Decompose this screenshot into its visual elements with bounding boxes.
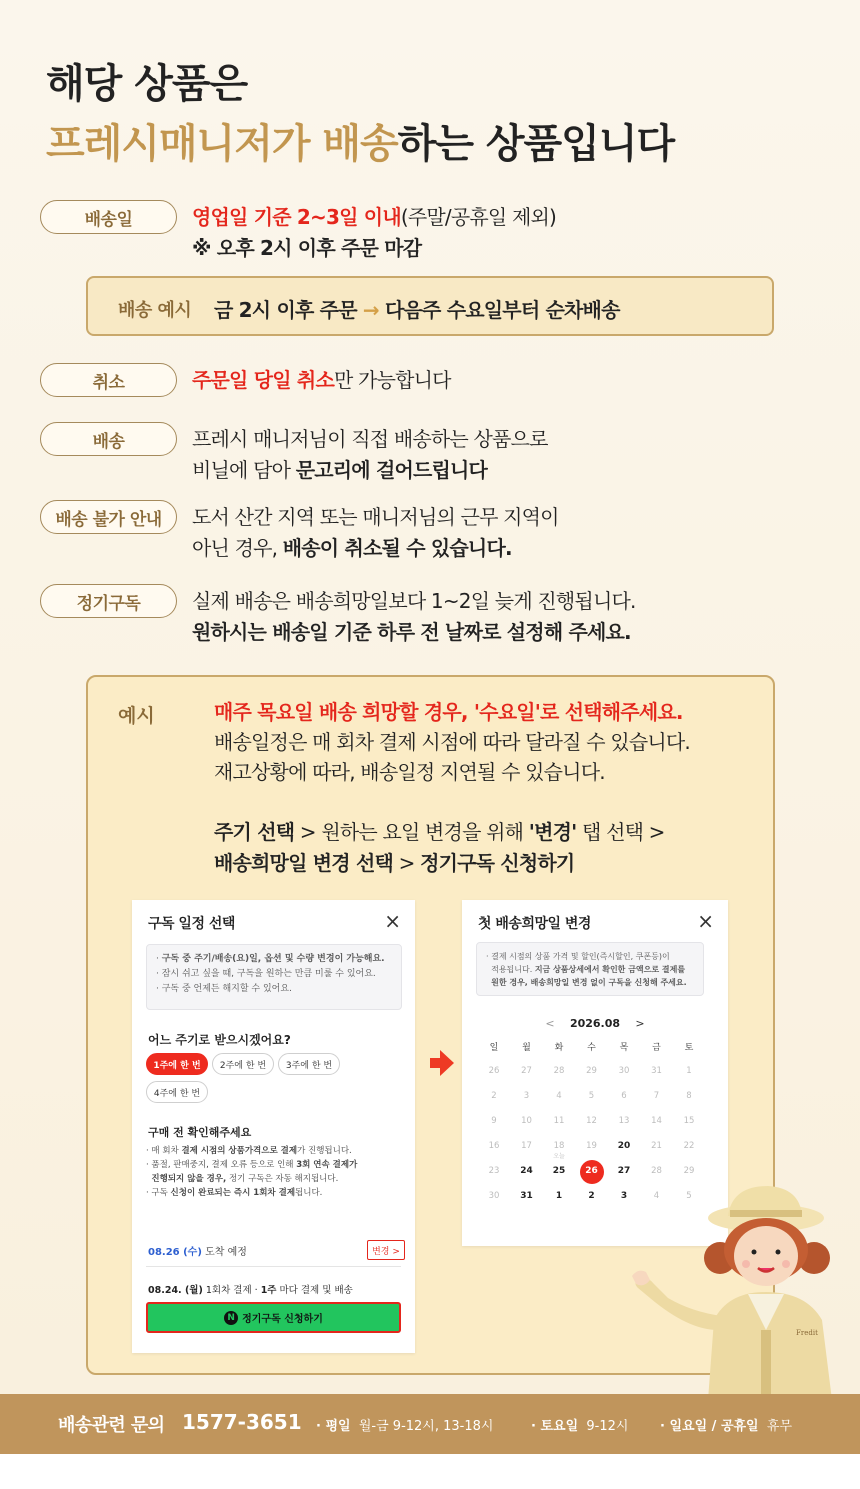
bullet-item xyxy=(146,1172,357,1186)
subscription-line1: 실제 배송은 배송희망일보다 1~2일 늦게 진행됩니다. xyxy=(192,589,636,613)
footer-saturday xyxy=(531,1415,628,1434)
calendar-day: 27 xyxy=(521,1066,532,1076)
step1-end: 탭 선택 > xyxy=(576,820,665,844)
cycle-question: 어느 주기로 받으시겠어요? xyxy=(148,1033,291,1047)
red-arrow-icon xyxy=(430,1048,454,1078)
notice-line2-bold: 지금 상품상세에서 확인한 금액으로 결제를 xyxy=(534,965,686,974)
calendar-day: 22 xyxy=(683,1141,695,1151)
calendar-day[interactable]: 27 xyxy=(617,1166,631,1176)
example-red: 매주 목요일 배송 희망할 경우, '수요일'로 선택해주세요. xyxy=(214,700,683,724)
calendar-day[interactable]: 20 xyxy=(617,1141,631,1151)
delivery-day-text xyxy=(192,202,556,264)
bullet-item: · 품절, 판매중지, 결제 오류 등으로 인해 3회 연속 결제가 xyxy=(146,1160,358,1170)
delivery-line1: 프레시 매니저님이 직접 배송하는 상품으로 xyxy=(192,427,548,451)
subscription-text xyxy=(192,586,636,648)
check-bullets xyxy=(146,1144,357,1200)
example-line3: 재고상황에 따라, 배송일정 지연될 수 있습니다. xyxy=(214,760,605,784)
headline-gold: 프레시매니저가 배송 xyxy=(46,121,398,167)
delivery-example-label: 배송 예시 xyxy=(118,300,192,321)
calendar-day[interactable]: 24 xyxy=(520,1166,533,1176)
calendar-day: 10 xyxy=(521,1116,532,1126)
calendar-day: 30 xyxy=(488,1191,500,1201)
notice-line: · 결제 시점의 상품 가격 및 할인(즉시할인, 쿠폰등)이 xyxy=(486,952,670,961)
delivery-day-normal: (주말/공휴일 제외) xyxy=(400,205,556,229)
footer-weekday-val: 월-금 9-12시, 13-18시 xyxy=(358,1419,494,1434)
calendar-day[interactable]: 2 xyxy=(588,1191,595,1201)
cancel-row xyxy=(40,363,800,399)
bullet-pre: 매 회차 xyxy=(151,1146,182,1156)
headline-line1: 해당 상품은 xyxy=(46,61,248,107)
payment-info xyxy=(148,1282,353,1296)
cancel-pill: 취소 xyxy=(40,363,177,397)
calendar-day: 31 xyxy=(651,1066,662,1076)
footer-saturday-val: 9-12시 xyxy=(586,1419,629,1434)
calendar-day: 17 xyxy=(521,1141,532,1151)
calendar-weekday: 화 xyxy=(554,1043,564,1053)
close-icon[interactable]: × xyxy=(697,909,714,933)
calendar-day: 30 xyxy=(618,1066,630,1076)
bullet-bold: 3회 연속 결제가 xyxy=(296,1160,358,1170)
bullet-post: 정기 구독은 자동 해지됩니다. xyxy=(226,1174,339,1184)
calendar-day[interactable]: 25 xyxy=(552,1166,566,1176)
delivery-example-box xyxy=(86,276,774,336)
calendar-day: 4 xyxy=(653,1191,660,1201)
subscription-row xyxy=(40,584,800,648)
today-label: 오늘 xyxy=(553,1153,565,1160)
delivery-day-row xyxy=(40,200,800,264)
calendar-weekday: 금 xyxy=(652,1043,661,1053)
calendar-day: 29 xyxy=(683,1166,695,1176)
bullet-pre: 품절, 판매중지, 결제 오류 등으로 인해 xyxy=(151,1160,297,1170)
unavailable-row xyxy=(40,500,800,564)
calendar-day: 5 xyxy=(588,1091,595,1101)
payment-end: 마다 결제 및 배송 xyxy=(276,1285,353,1296)
panel2-title: 첫 배송희망일 변경 xyxy=(478,916,591,932)
bullet-post: 됩니다. xyxy=(295,1188,323,1198)
calendar-day: 9 xyxy=(491,1116,497,1126)
bullet-pre: 구독 xyxy=(151,1188,171,1198)
calendar-day: 18 xyxy=(553,1141,565,1151)
cancel-text xyxy=(192,365,451,396)
panel1-title: 구독 일정 선택 xyxy=(148,916,235,932)
notice-line xyxy=(486,963,694,976)
step2-bold: 배송희망일 변경 선택 xyxy=(214,851,394,875)
arrival-text: 도착 예정 xyxy=(201,1247,247,1258)
delivery-example-part1: 금 2시 이후 주문 xyxy=(214,298,363,322)
step2-mid: > xyxy=(393,851,421,875)
calendar-day: 28 xyxy=(651,1166,662,1176)
delivery-text xyxy=(192,424,548,486)
calendar-day[interactable]: 31 xyxy=(520,1191,533,1201)
headline xyxy=(46,58,674,172)
example-desc xyxy=(214,697,690,787)
example-line2: 배송일정은 매 회차 결제 시점에 따라 달라질 수 있습니다. xyxy=(214,730,690,754)
calendar-day: 28 xyxy=(553,1066,565,1076)
calendar-day: 12 xyxy=(586,1116,597,1126)
chip-2week[interactable]: 2주에 한 번 xyxy=(212,1053,274,1075)
calendar-weekday: 일 xyxy=(489,1043,499,1053)
character-badge: Fredit xyxy=(796,1329,818,1337)
unavailable-line2-bold: 배송이 취소될 수 있습니다. xyxy=(282,536,512,560)
delivery-row xyxy=(40,422,800,486)
chevron-left-icon[interactable]: < xyxy=(545,1017,555,1030)
naver-icon: N xyxy=(224,1311,238,1325)
step2-bold2: 정기구독 신청하기 xyxy=(420,851,575,875)
calendar-day: 1 xyxy=(686,1066,692,1076)
subscription-line2: 원하시는 배송일 기준 하루 전 날짜로 설정해 주세요. xyxy=(192,620,631,644)
example-steps xyxy=(214,817,665,879)
notice-line xyxy=(486,976,694,989)
footer-saturday-key: · 토요일 xyxy=(531,1419,579,1434)
subscribe-label: 정기구독 신청하기 xyxy=(242,1314,323,1325)
calendar-day: 15 xyxy=(683,1116,695,1126)
bullet-bold: 결제 시점의 상품가격으로 결제 xyxy=(181,1146,298,1156)
calendar-day: 6 xyxy=(621,1091,627,1101)
bullet-bold: 진행되지 않을 경우, xyxy=(151,1174,227,1184)
delivery-day-red: 영업일 기준 2~3일 이내 xyxy=(192,205,401,229)
subscribe-button[interactable] xyxy=(146,1302,401,1333)
calendar-header xyxy=(462,1017,728,1030)
calendar-weekday: 수 xyxy=(587,1043,596,1053)
delivery-pill: 배송 xyxy=(40,422,177,456)
step1-bold: 주기 선택 xyxy=(214,820,295,844)
delivery-example-part2: 다음주 수요일부터 순차배송 xyxy=(378,298,620,322)
footer-holiday xyxy=(660,1415,792,1434)
example-label: 예시 xyxy=(118,705,155,727)
arrival-info xyxy=(148,1243,247,1258)
calendar-day[interactable]: 3 xyxy=(620,1191,628,1201)
subscription-pill: 정기구독 xyxy=(40,584,177,618)
step1-mid: > 원하는 요일 변경을 위해 xyxy=(294,820,529,844)
notice-item: · 잠시 쉬고 싶을 때, 구독을 원하는 만큼 미룰 수 있어요. xyxy=(156,969,376,979)
unavailable-pill: 배송 불가 안내 xyxy=(40,500,177,534)
bullet-post: 가 진행됩니다. xyxy=(297,1146,352,1156)
footer-label: 배송관련 문의 xyxy=(58,1415,165,1436)
notice-line1: 결제 시점의 상품 가격 및 할인(즉시할인, 쿠폰등)이 xyxy=(491,952,670,961)
calendar-day-selected[interactable]: 26 xyxy=(585,1166,598,1176)
chip-4week[interactable]: 4주에 한 번 xyxy=(146,1081,208,1103)
notice-line3: 원한 경우, 배송희망일 변경 없이 구독을 신청해 주세요. xyxy=(491,978,687,987)
panel1-notice xyxy=(146,944,402,1010)
footer-weekday xyxy=(316,1415,493,1434)
step1-bold2: '변경' xyxy=(528,820,577,844)
calendar-day: 23 xyxy=(488,1166,500,1176)
calendar-day: 2 xyxy=(491,1091,497,1101)
subscription-schedule-panel xyxy=(132,900,415,1353)
calendar-weekday: 월 xyxy=(522,1043,531,1053)
chip-3week[interactable]: 3주에 한 번 xyxy=(278,1053,340,1075)
headline-rest: 하는 상품입니다 xyxy=(397,121,675,167)
check-section-title: 구매 전 확인해주세요 xyxy=(148,1126,252,1139)
calendar-day: 16 xyxy=(488,1141,500,1151)
calendar-day: 14 xyxy=(651,1116,662,1126)
calendar-day: 21 xyxy=(651,1141,662,1151)
payment-date: 08.24. (월) xyxy=(148,1285,203,1296)
payment-bold: 1주 xyxy=(260,1285,277,1296)
bullet-bold: 신청이 완료되는 즉시 1회차 결제 xyxy=(170,1188,296,1198)
footer-holiday-val: 휴무 xyxy=(766,1419,793,1434)
calendar-day: 13 xyxy=(618,1116,630,1126)
footer-bar xyxy=(0,1394,860,1454)
calendar-day: 29 xyxy=(586,1066,597,1076)
divider xyxy=(146,1266,401,1267)
headline-line2 xyxy=(46,116,674,172)
character-illustration xyxy=(628,1180,860,1400)
payment-mid: 1회차 결제 · xyxy=(202,1285,261,1296)
delivery-example-text xyxy=(214,294,620,323)
notice-item: · 구독 중 주기/배송(요)일, 옵션 및 수량 변경이 가능해요. xyxy=(156,954,385,964)
chip-1week[interactable]: 1주에 한 번 xyxy=(146,1053,208,1075)
calendar-day: 5 xyxy=(686,1191,692,1201)
calendar-weekday: 토 xyxy=(684,1043,694,1053)
calendar-day: 26 xyxy=(488,1066,500,1076)
unavailable-line2-normal: 아닌 경우, xyxy=(192,536,283,560)
bullet-item: · 구독 신청이 완료되는 즉시 1회차 결제됩니다. xyxy=(146,1188,323,1198)
calendar-day: 3 xyxy=(523,1091,530,1101)
close-icon[interactable]: × xyxy=(384,909,401,933)
notice-line2-pre: 적용됩니다. xyxy=(491,965,535,974)
delivery-day-line2: ※ 오후 2시 이후 주문 마감 xyxy=(192,236,422,260)
cancel-red: 주문일 당일 취소 xyxy=(192,368,334,392)
delivery-day-pill: 배송일 xyxy=(40,200,177,234)
bullet-item: · 매 회차 결제 시점의 상품가격으로 결제가 진행됩니다. xyxy=(146,1146,352,1156)
change-button[interactable]: 변경 > xyxy=(367,1240,405,1260)
footer-phone[interactable]: 1577-3651 xyxy=(182,1410,302,1434)
notice-item: · 구독 중 언제든 해지할 수 있어요. xyxy=(156,984,292,994)
delivery-line2-bold: 문고리에 걸어드립니다 xyxy=(295,458,488,482)
arrow-right-icon: → xyxy=(362,298,379,322)
footer-weekday-key: · 평일 xyxy=(316,1419,351,1434)
cancel-rest: 만 가능합니다 xyxy=(333,368,451,392)
notice-item-1: 구독 중 주기/배송(요)일, 옵션 및 수량 변경이 가능해요. xyxy=(161,954,385,964)
unavailable-line1: 도서 산간 지역 또는 매니저님의 근무 지역이 xyxy=(192,505,559,529)
calendar-day[interactable]: 1 xyxy=(555,1191,563,1201)
chevron-right-icon[interactable]: > xyxy=(635,1017,645,1030)
footer-holiday-key: · 일요일 / 공휴일 xyxy=(660,1419,759,1434)
calendar-day: 19 xyxy=(586,1141,597,1151)
notice-item-2: 잠시 쉬고 싶을 때, 구독을 원하는 만큼 미룰 수 있어요. xyxy=(161,969,376,979)
notice-item-3: 구독 중 언제든 해지할 수 있어요. xyxy=(161,984,292,994)
delivery-line2-normal: 비닐에 담아 xyxy=(192,458,296,482)
panel2-notice xyxy=(476,942,704,996)
calendar-day: 4 xyxy=(556,1091,562,1101)
calendar-weekday: 목 xyxy=(619,1043,629,1053)
unavailable-text xyxy=(192,502,559,564)
calendar-month: 2026.08 xyxy=(569,1017,621,1030)
calendar-day: 7 xyxy=(653,1091,660,1101)
calendar-day: 8 xyxy=(686,1091,692,1101)
arrival-date: 08.26 (수) xyxy=(148,1247,202,1258)
calendar-day: 11 xyxy=(553,1116,565,1126)
